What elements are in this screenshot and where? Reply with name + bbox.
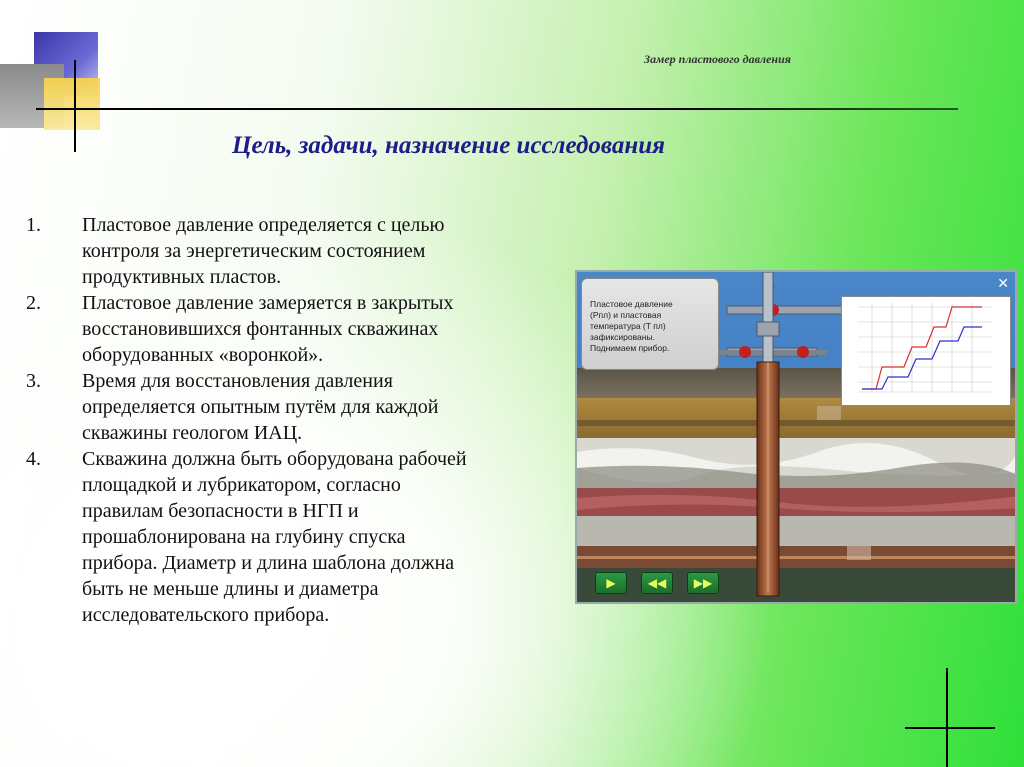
list-item-line: площадкой и лубрикатором, согласно [82,474,401,496]
play-icon: ▶ [606,576,616,590]
pressure-temperature-graph [841,296,1011,406]
decor-yellow-square [44,78,100,130]
list-item-number: 4. [26,448,41,470]
close-icon[interactable]: ✕ [997,276,1009,292]
info-line: Пластовое давление [590,299,673,309]
header-title: Замер пластового давления [644,52,791,66]
list-item-number: 2. [26,292,41,314]
info-line: зафиксированы. [590,332,655,342]
list-item-line: исследовательского прибора. [82,604,330,626]
list-item-line: восстановившихся фонтанных скважинах [82,318,439,340]
well-simulation-panel [575,270,1017,604]
decor-bottom-horizontal-line [905,727,995,729]
list-item-number: 1. [26,214,41,236]
list-item-line: оборудованных «воронкой». [82,344,324,366]
decor-top-vertical-line [74,60,76,152]
graph-illustration [842,297,1010,405]
list-item-line: скважины геологом ИАЦ. [82,422,303,444]
info-line: температура (Т пл) [590,321,666,331]
decor-top-horizontal-line [36,108,958,110]
play-button[interactable] [595,572,627,594]
rewind-icon: ◀◀ [647,576,667,590]
list-item-line: прошаблонирована на глубину спуска [82,526,406,548]
info-line: Поднимаем прибор. [590,343,670,353]
list-item-line: Скважина должна быть оборудована рабочей [82,448,467,470]
list-item-line: продуктивных пластов. [82,266,282,288]
list-item [0,446,570,628]
slide-title: Цель, задачи, назначение исследования [232,132,666,159]
fast-forward-button[interactable] [687,572,719,594]
requirements-list [0,212,570,628]
info-line: (Рпл) и пластовая [590,310,662,320]
list-item-line: контроля за энергетическим состоянием [82,240,426,262]
simulation-info-box [581,278,719,370]
list-item-line: определяется опытным путём для каждой [82,396,439,418]
list-item-line: прибора. Диаметр и длина шаблона должна [82,552,455,574]
list-item [0,212,570,290]
list-item-line: правилам безопасности в НГП и [82,500,359,522]
fast-forward-icon: ▶▶ [693,576,713,590]
list-item [0,368,570,446]
list-item [0,290,570,368]
list-item-line: Пластовое давление замеряется в закрытых [82,292,454,314]
list-item-line: быть не меньше длины и диаметра [82,578,379,600]
list-item-line: Время для восстановления давления [82,370,393,392]
list-item-line: Пластовое давление определяется с целью [82,214,445,236]
decor-bottom-vertical-line [946,668,948,767]
list-item-number: 3. [26,370,41,392]
rewind-button[interactable] [641,572,673,594]
